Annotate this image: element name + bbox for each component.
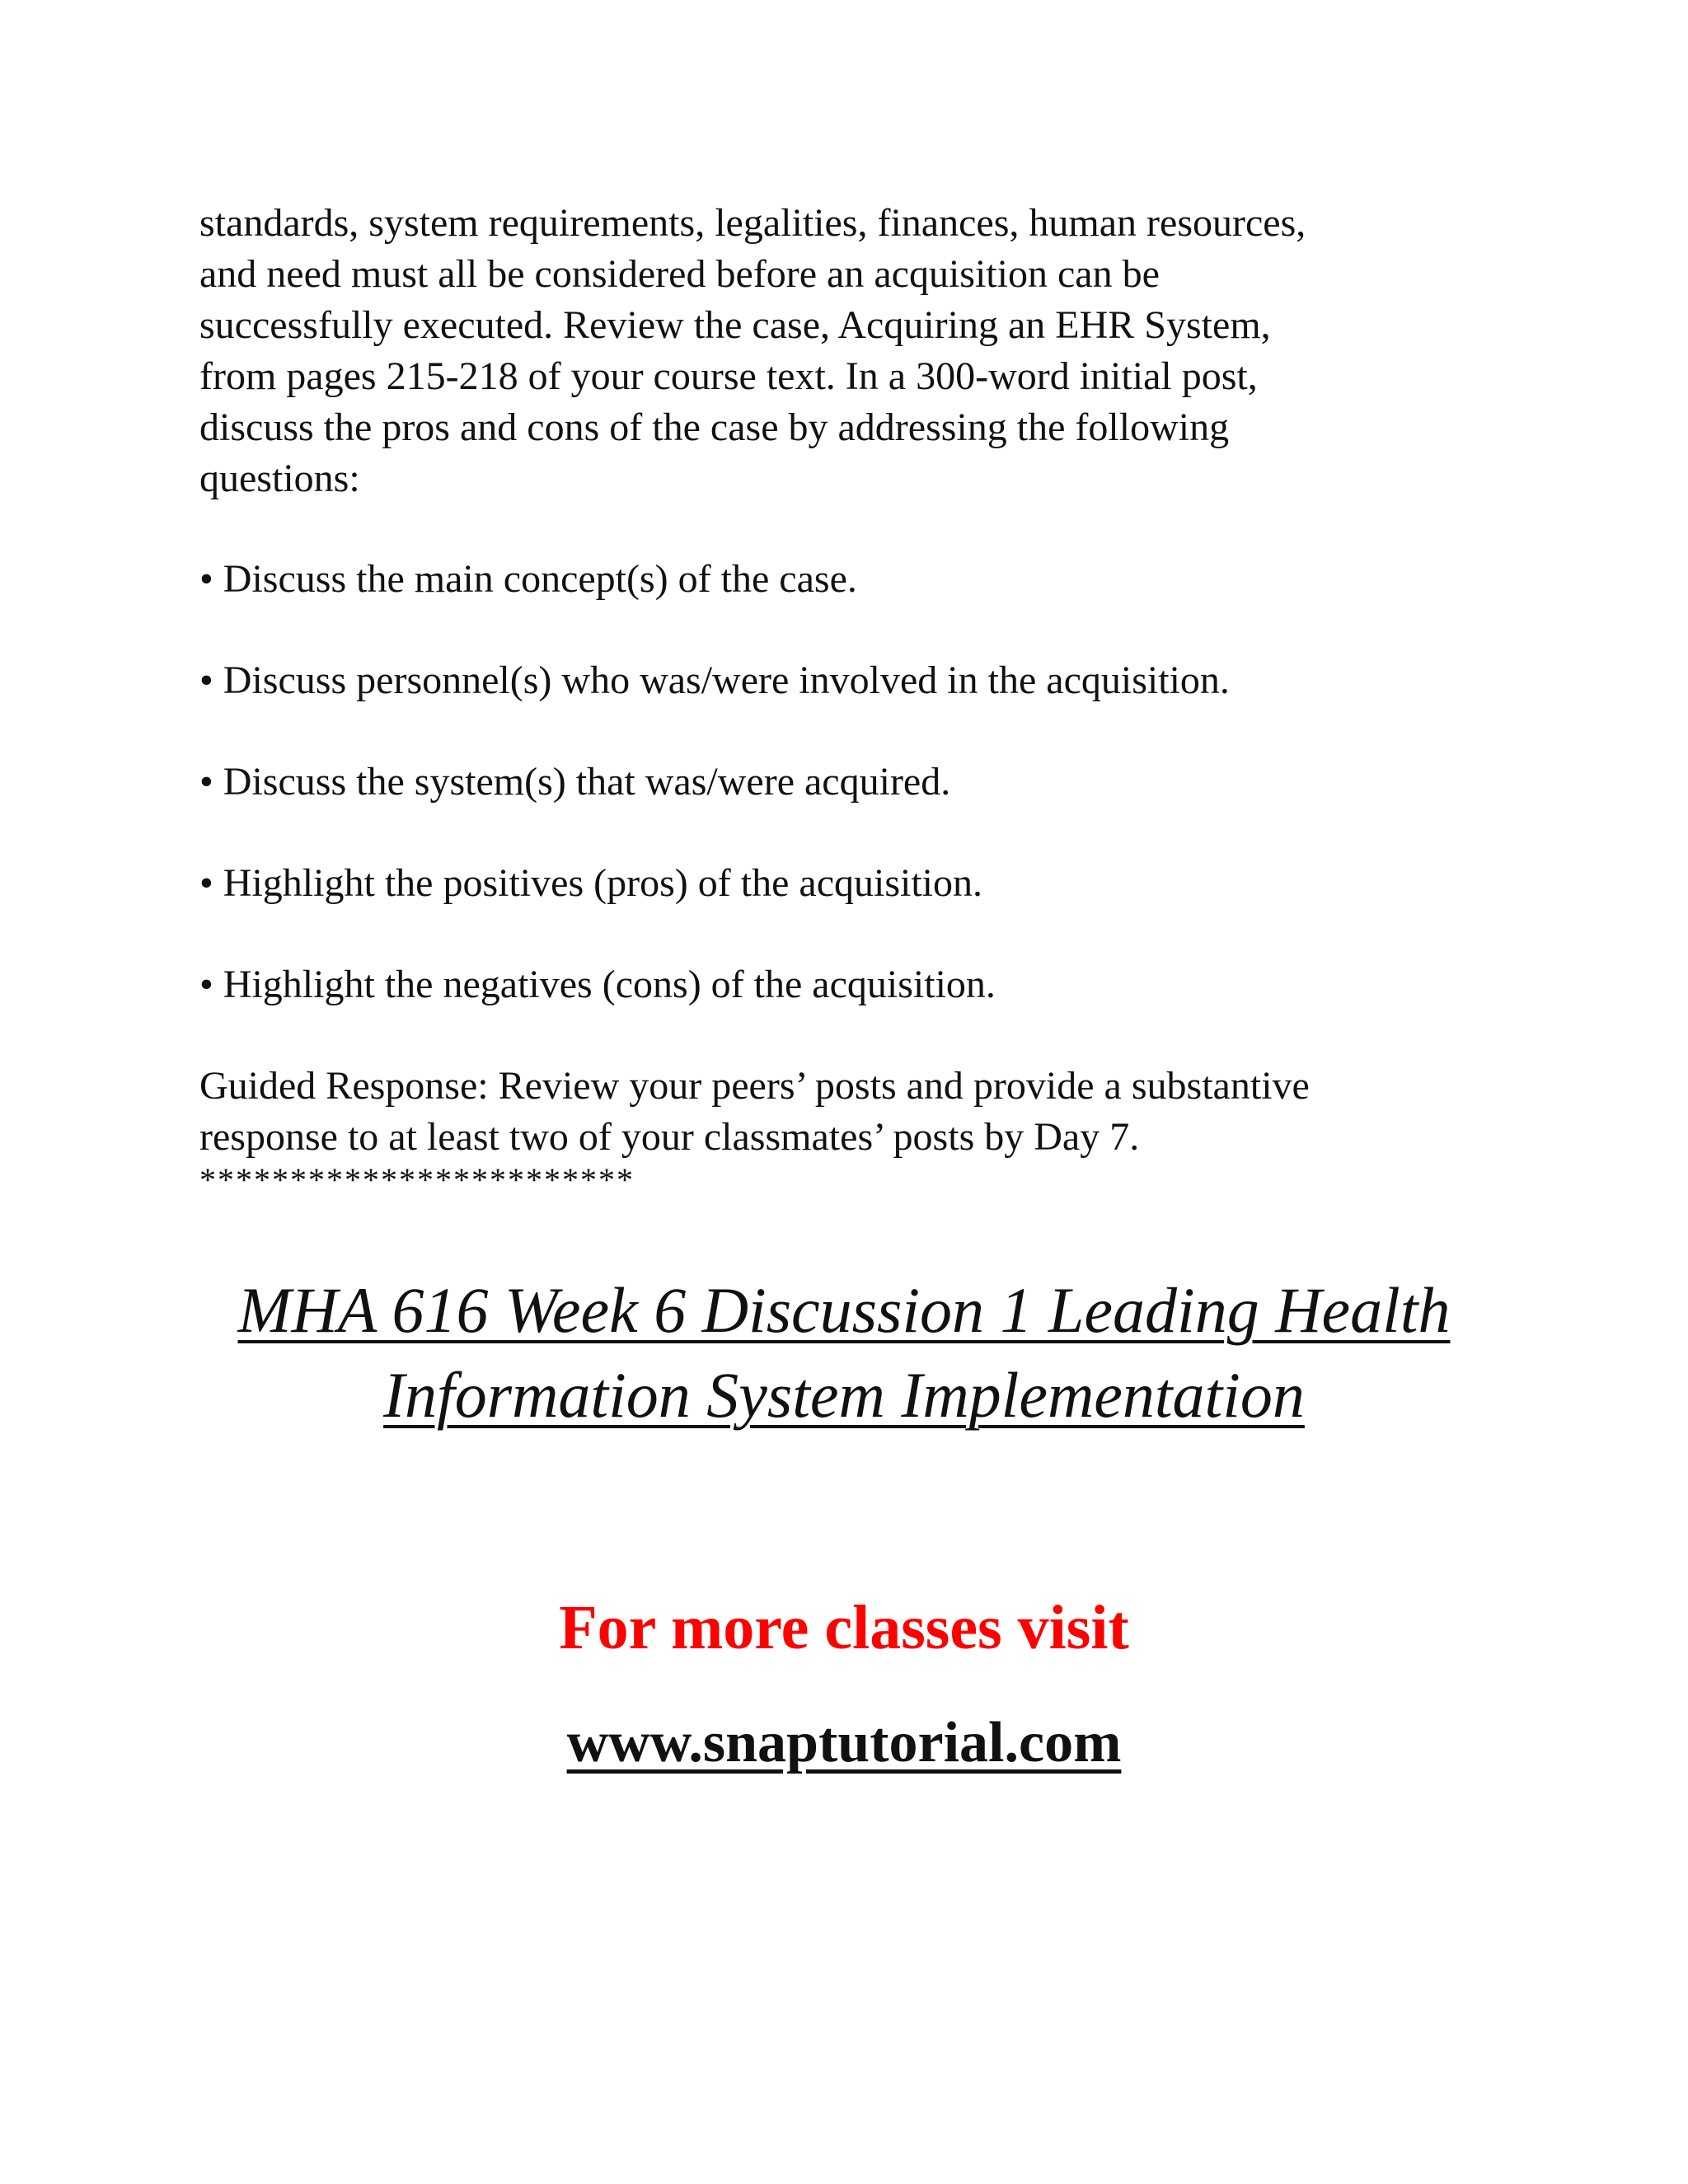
promo-visit-text: For more classes visit [559,1593,1129,1662]
guided-line: response to at least two of your classmates’ posts by Day 7. [199,1115,1140,1159]
intro-line: successfully executed. Review the case, Acquiring an EHR System, [199,303,1271,347]
intro-line: questions: [199,457,360,500]
intro-line: standards, system requirements, legalities, finances, human resources, [199,201,1306,245]
course-heading-line-2[interactable]: Information System Implementation [383,1359,1305,1431]
guided-response-paragraph [199,1061,1452,1163]
bullet-main-concept: • Discuss the main concept(s) of the case. [199,557,857,601]
bullet-systems: • Discuss the system(s) that was/were acquired. [199,760,951,804]
guided-line: Guided Response: Review your peers’ posts and provide a substantive [199,1064,1310,1108]
intro-line: and need must all be considered before an acquisition can be [199,252,1160,296]
bullet-personnel: • Discuss personnel(s) who was/were involved in the acquisition. [199,658,1230,702]
bullet-positives: • Highlight the positives (pros) of the acquisition. [199,861,983,905]
bullet-negatives: • Highlight the negatives (cons) of the acquisition. [199,963,996,1006]
asterisk-separator: ************************ [199,1161,635,1198]
intro-line: discuss the pros and cons of the case by addressing the following [199,405,1230,449]
website-link[interactable]: www.snaptutorial.com [566,1711,1122,1774]
course-heading-line-1[interactable]: MHA 616 Week 6 Discussion 1 Leading Health [237,1274,1451,1346]
intro-paragraph [199,198,1452,504]
intro-line: from pages 215-218 of your course text. In a 300-word initial post, [199,354,1258,398]
